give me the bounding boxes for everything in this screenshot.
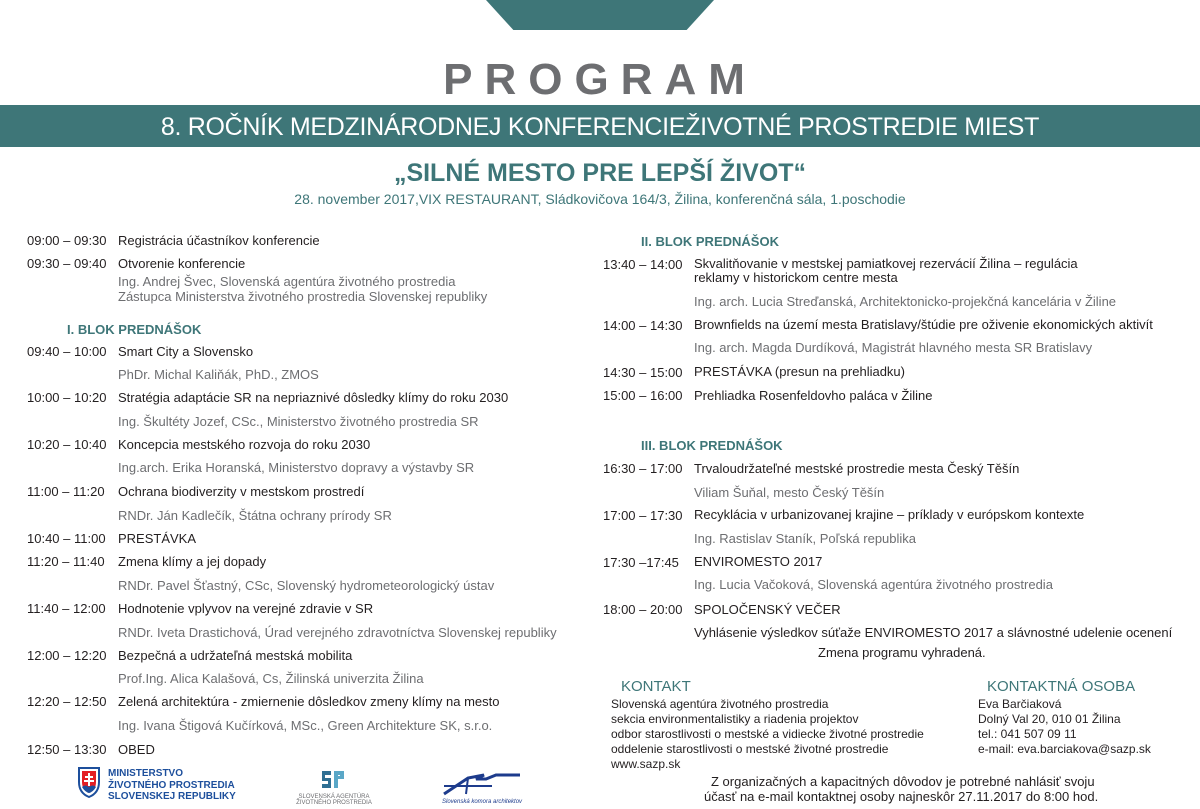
page-title: PROGRAM	[443, 55, 757, 104]
time-slot: 11:00 – 11:20	[27, 484, 105, 499]
contact-line: sekcia environmentalistiky a riadenia projektov	[611, 712, 859, 726]
sazp-logo-text: SLOVENSKÁ AGENTÚRA	[298, 794, 370, 800]
contact-line: Slovenská agentúra životného prostredia	[611, 697, 829, 711]
agenda-topic: OBED	[118, 742, 155, 757]
sazp-emblem-icon	[318, 768, 348, 792]
ministry-logo	[77, 766, 237, 806]
sazp-logo	[292, 768, 376, 808]
agenda-topic: PRESTÁVKA	[118, 531, 197, 546]
agenda-topic: Bezpečná a udržateľná mestská mobilita	[118, 648, 353, 663]
contact-person-phone: tel.: 041 507 09 11	[978, 727, 1077, 741]
agenda-topic: Zelená architektúra - zmiernenie dôsledkov zmeny klímy na mesto	[118, 694, 500, 709]
agenda-topic: Brownfields na území mesta Bratislavy/štúdie pre oživenie ekonomických aktivít	[694, 317, 1153, 332]
time-slot: 14:30 – 15:00	[603, 365, 683, 380]
registration-note-line: Z organizačných a kapacitných dôvodov je potrebné nahlásiť svoju	[711, 774, 1095, 789]
contact-person-address: Dolný Val 20, 010 01 Žilina	[978, 712, 1121, 726]
time-slot: 17:30 –17:45	[603, 555, 679, 570]
block-heading: II. BLOK PREDNÁŠOK	[641, 234, 779, 249]
website-link[interactable]: www.sazp.sk	[611, 757, 681, 771]
agenda-speaker: Prof.Ing. Alica Kalašová, Cs, Žilinská univerzita Žilina	[118, 671, 424, 686]
agenda-topic: Ochrana biodiverzity v mestskom prostredí	[118, 484, 365, 499]
time-slot: 11:20 – 11:40	[27, 554, 105, 569]
agenda-topic: PRESTÁVKA (presun na prehliadku)	[694, 364, 905, 379]
agenda-topic: Koncepcia mestského rozvoja do roku 2030	[118, 437, 371, 452]
conference-banner: 8. ROČNÍK MEDZINÁRODNEJ KONFERENCIEŽIVOTNÉ PROSTREDIE MIEST	[0, 105, 1200, 147]
time-slot: 14:00 – 14:30	[603, 318, 683, 333]
agenda-speaker: Ing.arch. Erika Horanská, Ministerstvo dopravy a výstavby SR	[118, 460, 475, 475]
time-slot: 10:20 – 10:40	[27, 437, 107, 452]
agenda-topic: Otvorenie konferencie	[118, 256, 246, 271]
ministry-logo-text: SLOVENSKEJ REPUBLIKY	[108, 791, 236, 802]
header-tab-decoration	[486, 0, 714, 30]
contact-person-heading: KONTAKTNÁ OSOBA	[987, 678, 1136, 695]
architects-chamber-emblem-icon	[442, 772, 522, 798]
agenda-speaker: Ing. Andrej Švec, Slovenská agentúra životného prostredia	[118, 274, 456, 289]
registration-note-line: účasť na e-mail kontaktnej osoby najneskôr 27.11.2017 do 8:00 hod.	[704, 789, 1099, 804]
agenda-speaker: PhDr. Michal Kaliňák, PhD., ZMOS	[118, 367, 319, 382]
date-venue: 28. november 2017,VIX RESTAURANT, Sládkovičova 164/3, Žilina, konferenčná sála, 1.poschodie	[294, 191, 906, 207]
contact-person-email[interactable]: e-mail: eva.barciakova@sazp.sk	[978, 742, 1151, 756]
agenda-speaker: RNDr. Iveta Drastichová, Úrad verejného zdravotníctva Slovenskej republiky	[118, 625, 557, 640]
architects-chamber-logo	[440, 772, 522, 806]
agenda-topic: Recyklácia v urbanizovanej krajine – príklady v európskom kontexte	[694, 507, 1085, 522]
agenda-speaker: Ing. Ivana Štigová Kučírková, MSc., Green Architekture SK, s.r.o.	[118, 718, 493, 733]
contact-person-name: Eva Barčiaková	[978, 697, 1062, 711]
ministry-logo-text: MINISTERSTVO	[108, 768, 184, 779]
time-slot: 09:40 – 10:00	[27, 344, 107, 359]
agenda-topic: Vyhlásenie výsledkov súťaže ENVIROMESTO 2017 a slávnostné udelenie ocenení	[694, 625, 1173, 640]
agenda-topic: Trvaloudržateľné mestské prostredie mesta Český Těšín	[694, 461, 1020, 476]
sazp-logo-text: ŽIVOTNÉHO PROSTREDIA	[296, 800, 372, 806]
agenda-topic: Prehliadka Rosenfeldovho paláca v Žiline	[694, 388, 933, 403]
agenda-topic: Hodnotenie vplyvov na verejné zdravie v SR	[118, 601, 374, 616]
agenda-speaker: Ing. arch. Lucia Streďanská, Architektonicko-projekčná kancelária v Žiline	[694, 294, 1117, 309]
contact-line: oddelenie starostlivosti o mestské životné prostredie	[611, 742, 889, 756]
block-heading: I. BLOK PREDNÁŠOK	[67, 322, 202, 337]
block-heading: III. BLOK PREDNÁŠOK	[641, 438, 783, 453]
time-slot: 10:00 – 10:20	[27, 390, 107, 405]
agenda-topic: Zmena klímy a jej dopady	[118, 554, 267, 569]
ministry-logo-text: ŽIVOTNÉHO PROSTREDIA	[108, 780, 235, 791]
agenda-speaker: Ing. arch. Magda Durdíková, Magistrát hlavného mesta SR Bratislavy	[694, 340, 1093, 355]
time-slot: 16:30 – 17:00	[603, 461, 683, 476]
agenda-speaker: RNDr. Pavel Šťastný, CSc, Slovenský hydrometeorologický ústav	[118, 578, 495, 593]
time-slot: 18:00 – 20:00	[603, 602, 683, 617]
conference-motto: „SILNÉ MESTO PRE LEPŠÍ ŽIVOT“	[393, 159, 807, 187]
agenda-topic: Smart City a Slovensko	[118, 344, 254, 359]
agenda-speaker: Zástupca Ministerstva životného prostredia Slovenskej republiky	[118, 289, 488, 304]
agenda-speaker: Ing. Lucia Vačoková, Slovenská agentúra životného prostredia	[694, 577, 1053, 592]
time-slot: 15:00 – 16:00	[603, 388, 683, 403]
time-slot: 12:50 – 13:30	[27, 742, 107, 757]
time-slot: 09:00 – 09:30	[27, 233, 107, 248]
agenda-topic: reklamy v historickom centre mesta	[694, 270, 898, 285]
agenda-speaker: Ing. Rastislav Staník, Poľská republika	[694, 531, 917, 546]
time-slot: 09:30 – 09:40	[27, 256, 107, 271]
time-slot: 13:40 – 14:00	[603, 257, 683, 272]
time-slot: 10:40 – 11:00	[27, 531, 106, 546]
agenda-topic: Registrácia účastníkov konferencie	[118, 233, 320, 248]
agenda-speaker: Viliam Šuňal, mesto Český Těšín	[694, 485, 885, 500]
agenda-topic: Skvalitňovanie v mestskej pamiatkovej rezervácií Žilina – regulácia	[694, 256, 1078, 271]
contact-line: odbor starostlivosti o mestské a vidiecke životné prostredie	[611, 727, 924, 741]
agenda-topic: ENVIROMESTO 2017	[694, 554, 823, 569]
time-slot: 11:40 – 12:00	[27, 601, 106, 616]
slovak-coat-of-arms-icon	[77, 766, 101, 798]
agenda-speaker: Ing. Škultéty Jozef, CSc., Ministerstvo životného prostredia SR	[118, 414, 479, 429]
architects-chamber-logo-text: Slovenská komora architektov	[442, 799, 523, 805]
program-change-note: Zmena programu vyhradená.	[818, 645, 986, 660]
agenda-topic: Stratégia adaptácie SR na nepriaznivé dôsledky klímy do roku 2030	[118, 390, 509, 405]
agenda-speaker: RNDr. Ján Kadlečík, Štátna ochrany prírody SR	[118, 508, 392, 523]
time-slot: 17:00 – 17:30	[603, 508, 683, 523]
agenda-topic: SPOLOČENSKÝ VEČER	[694, 602, 841, 617]
time-slot: 12:20 – 12:50	[27, 694, 107, 709]
time-slot: 12:00 – 12:20	[27, 648, 107, 663]
contact-heading: KONTAKT	[621, 678, 691, 695]
